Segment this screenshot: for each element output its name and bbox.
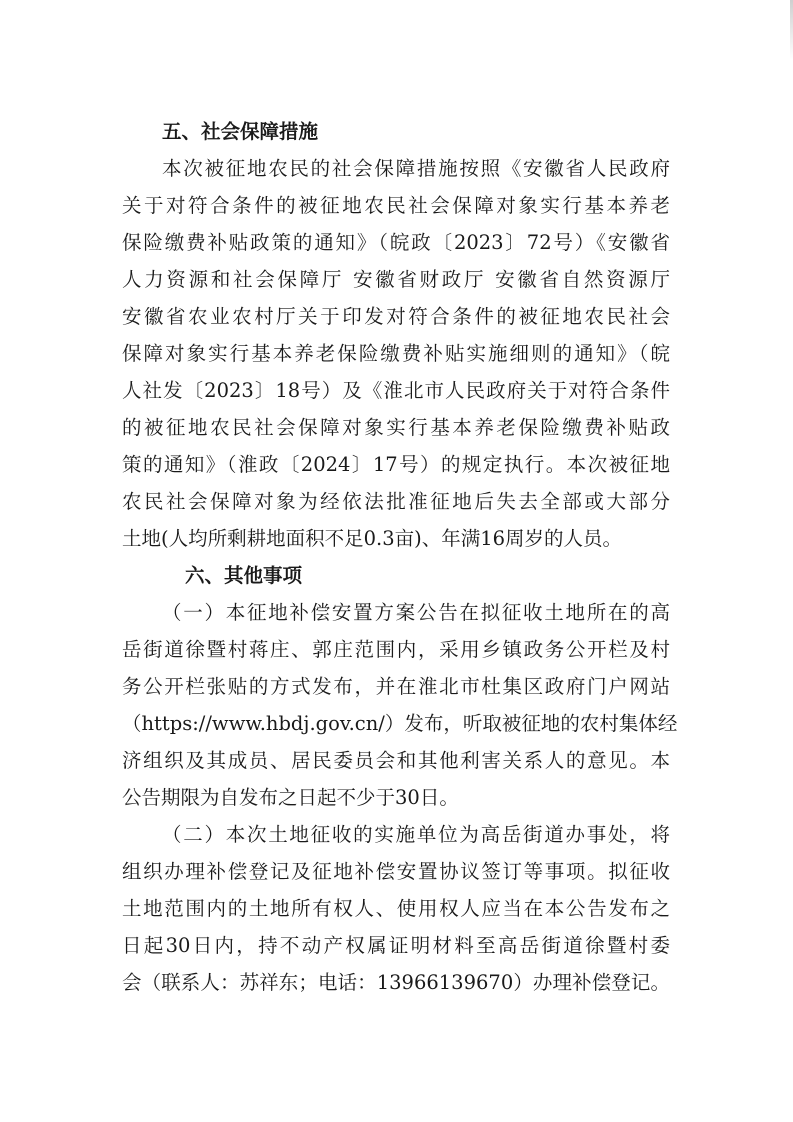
- section-5-line-7: 人社发〔2023〕18号）及《淮北市人民政府关于对符合条件: [122, 379, 670, 402]
- section-6-para-2-line-2: 组织办理补偿登记及征地补偿安置协议签订等事项。拟征收: [122, 860, 670, 883]
- section-5-line-2: 关于对符合条件的被征地农民社会保障对象实行基本养老: [122, 194, 670, 217]
- section-6-heading: 六、其他事项: [185, 564, 303, 587]
- section-6-para-2-line-4: 日起30日内，持不动产权属证明材料至高岳街道徐暨村委: [122, 934, 670, 957]
- section-5-heading: 五、社会保障措施: [162, 120, 319, 143]
- section-6-para-1-line-5: 济组织及其成员、居民委员会和其他利害关系人的意见。本: [122, 749, 670, 772]
- section-6-para-1-line-4: （https://www.hbdj.gov.cn/）发布，听取被征地的农村集体经: [122, 712, 678, 735]
- section-6-para-2-line-5: 会（联系人：苏祥东；电话：13966139670）办理补偿登记。: [122, 971, 670, 994]
- section-5-line-11: 土地(人均所剩耕地面积不足0.3亩)、年满16周岁的人员。: [122, 527, 623, 550]
- section-5-line-8: 的被征地农民社会保障对象实行基本养老保险缴费补贴政: [122, 416, 670, 439]
- section-5-line-4: 人力资源和社会保障厅 安徽省财政厅 安徽省自然资源厅: [122, 268, 670, 291]
- section-5-line-10: 农民社会保障对象为经依法批准征地后失去全部或大部分: [122, 490, 670, 513]
- section-6-para-2-line-3: 土地范围内的土地所有权人、使用权人应当在本公告发布之: [122, 897, 670, 920]
- section-5-line-3: 保险缴费补贴政策的通知》（皖政〔2023〕72号）《安徽省: [122, 231, 670, 254]
- section-6-para-2-line-1: （二）本次土地征收的实施单位为高岳街道办事处，将: [162, 823, 670, 846]
- section-6-para-1-line-2: 岳街道徐暨村蒋庄、郭庄范围内，采用乡镇政务公开栏及村: [122, 638, 670, 661]
- section-6-para-1-line-6: 公告期限为自发布之日起不少于30日。: [122, 786, 459, 809]
- section-5-line-1: 本次被征地农民的社会保障措施按照《安徽省人民政府: [162, 157, 670, 180]
- section-5-line-5: 安徽省农业农村厅关于印发对符合条件的被征地农民社会: [122, 305, 670, 328]
- section-5-line-9: 策的通知》（淮政〔2024〕17号）的规定执行。本次被征地: [122, 453, 670, 476]
- section-6-para-1-line-1: （一）本征地补偿安置方案公告在拟征收土地所在的高: [162, 601, 670, 624]
- section-5-line-6: 保障对象实行基本养老保险缴费补贴实施细则的通知》（皖: [122, 342, 670, 365]
- section-6-para-1-line-3: 务公开栏张贴的方式发布，并在淮北市杜集区政府门户网站: [122, 675, 670, 698]
